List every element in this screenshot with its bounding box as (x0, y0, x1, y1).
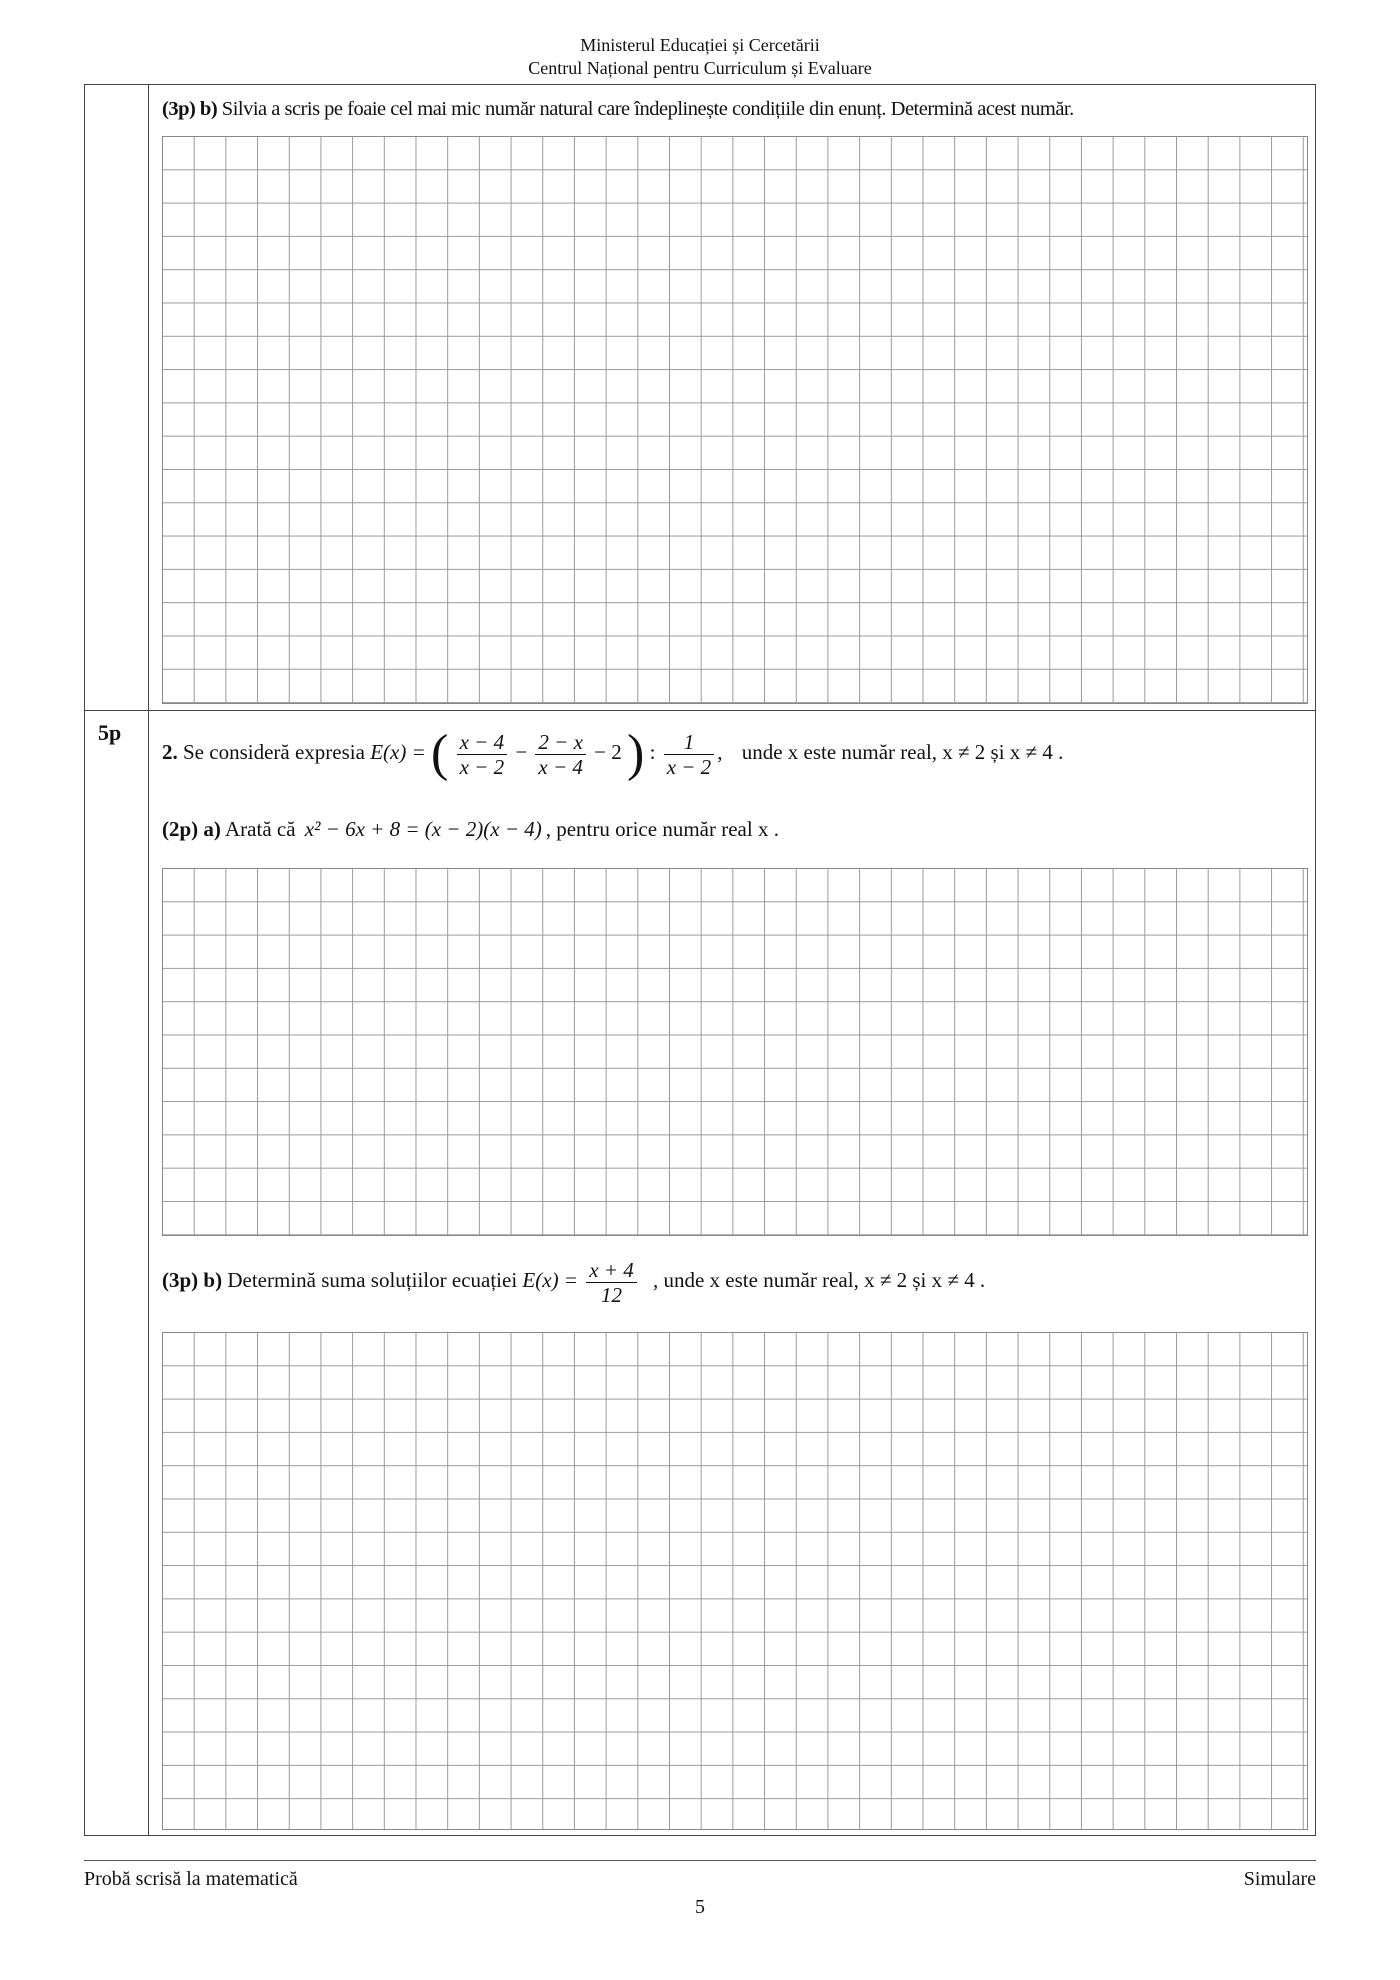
q2-expr-lhs: E(x) = (370, 740, 426, 764)
q2-domain: unde x este număr real, x ≠ 2 și x ≠ 4 . (741, 740, 1064, 764)
q2-number: 2. (162, 740, 178, 764)
q2b-statement (162, 1250, 985, 1310)
frame-top-border (84, 84, 1316, 85)
q2-expression (370, 725, 728, 783)
q2-fraction-2 (535, 730, 586, 779)
q2-fraction-3 (664, 730, 715, 779)
q2-fraction-1 (457, 730, 508, 779)
q2b-equation (522, 1257, 645, 1307)
frame-left-border (84, 84, 85, 1836)
header-ministry: Ministerul Educației și Cercetării (580, 35, 820, 55)
q2b-frac-numerator: x + 4 (586, 1258, 637, 1283)
frac2-denominator: x − 4 (538, 754, 583, 779)
points-column-divider (148, 84, 149, 1836)
minus-sign: − (515, 740, 528, 764)
frac1-numerator: x − 4 (457, 730, 508, 755)
footer-left: Probă scrisă la matematică (84, 1868, 298, 1890)
comma: , (717, 740, 723, 764)
q2a-text-after: , pentru orice număr real x . (545, 817, 779, 841)
q1b-text: Silvia a scris pe foaie cel mai mic număr natural care îndeplinește condițiile din enunț. Determină acest număr. (217, 98, 1074, 120)
header-center: Centrul Național pentru Curriculum și Evaluare (528, 58, 872, 78)
q2a-text-before: Arată că (220, 817, 301, 841)
q2a-points: (2p) a) (162, 817, 221, 841)
q2-statement (162, 722, 1063, 782)
frac3-denominator: x − 2 (666, 754, 712, 779)
q2-score: 5p (98, 720, 122, 745)
frac3-numerator: 1 (664, 730, 715, 755)
frame-right-border (1315, 84, 1316, 1836)
q2b-points: (3p) b) (162, 1268, 223, 1292)
q2b-lhs: E(x) = (522, 1268, 578, 1292)
division-colon: : (649, 740, 656, 764)
q2-intro: Se consideră expresia (177, 740, 371, 764)
q2a-statement (162, 816, 779, 842)
q2a-identity: x² − 6x + 8 = (x − 2)(x − 4) (304, 817, 542, 841)
q1b-answer-grid[interactable] (162, 136, 1308, 704)
right-paren: ) (627, 725, 645, 783)
q1b-points: (3p) b) (162, 98, 218, 120)
page-number: 5 (695, 1896, 705, 1918)
q1b-statement (162, 96, 1074, 122)
footer-right: Simulare (1243, 1868, 1316, 1890)
frame-bottom-border (84, 1835, 1316, 1836)
q2b-frac-denominator: 12 (600, 1282, 622, 1307)
q2b-fraction (586, 1258, 637, 1307)
footer-rule (84, 1860, 1316, 1861)
minus-two: − 2 (594, 740, 622, 764)
q2b-text-after: , unde x este număr real, x ≠ 2 și x ≠ 4 . (652, 1268, 986, 1292)
frac2-numerator: 2 − x (535, 730, 586, 755)
q2b-text-before: Determină suma soluțiilor ecuației (222, 1268, 523, 1292)
q2a-answer-grid[interactable] (162, 868, 1308, 1236)
frac1-denominator: x − 2 (459, 754, 505, 779)
row-divider (84, 710, 1316, 711)
left-paren: ( (431, 725, 449, 783)
q2b-answer-grid[interactable] (162, 1332, 1308, 1830)
exam-frame (84, 84, 1316, 1836)
